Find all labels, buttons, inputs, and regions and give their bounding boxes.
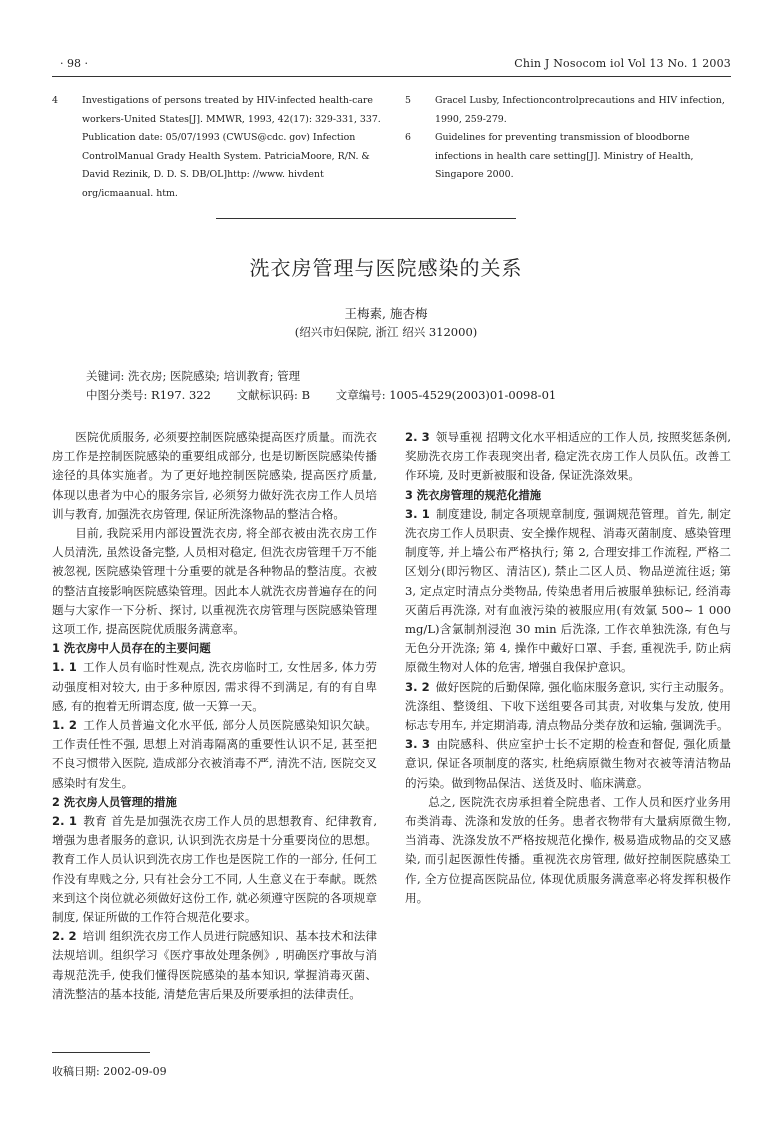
reference-text: Guidelines for preventing transmission of bloodborne infections in health care setting[J]. Ministry of Health, Singapore 2000. bbox=[435, 132, 694, 180]
reference-item bbox=[405, 92, 735, 129]
subsection-number: 3. 1 bbox=[405, 506, 430, 521]
section-heading: 1 洗衣房中人员存在的主要问题 bbox=[52, 642, 211, 656]
section-divider bbox=[216, 218, 516, 219]
references-right bbox=[405, 92, 735, 185]
received-date: 收稿日期: 2002-09-09 bbox=[52, 1065, 167, 1078]
section-heading: 3 洗衣房管理的规范化措施 bbox=[405, 488, 542, 502]
subsection bbox=[405, 428, 731, 486]
article-title: 洗衣房管理与医院感染的关系 bbox=[249, 256, 523, 280]
reference-item bbox=[52, 92, 382, 203]
references-left bbox=[52, 92, 382, 203]
subsection-number: 1. 1 bbox=[52, 660, 77, 675]
reference-item bbox=[405, 129, 735, 185]
subsection-number: 1. 2 bbox=[52, 718, 77, 733]
document-code: 文献标识码: B bbox=[236, 388, 311, 402]
footnote-rule bbox=[52, 1052, 150, 1053]
subsection bbox=[52, 716, 377, 793]
article-authors: 王梅素, 施杏梅 bbox=[344, 306, 428, 321]
subsection-text: 培训 组织洗衣房工作人员进行院感知识、基本技术和法律法规培训。组织学习《医疗事故处理条例》, 明确医疗事故与消毒规范洗手, 使我们懂得医院感染的基本知识, 掌握消毒灭菌、清洗整洁的基本技能, 清楚危害后果及所要承担的法律责任。 bbox=[52, 929, 377, 1001]
classification-line bbox=[86, 387, 578, 403]
subsection-text: 工作人员有临时性观点, 洗衣房临时工, 女性居多, 体力劳动强度相对较大, 由于多种原因, 需求得不到满足, 有的有自卑感, 有的抱着无所谓态度, 做一天算一天。 bbox=[52, 660, 377, 713]
subsection bbox=[52, 927, 377, 1004]
journal-header: Chin J Nosocom iol Vol 13 No. 1 2003 bbox=[514, 57, 731, 70]
subsection-text: 教育 首先是加强洗衣房工作人员的思想教育、纪律教育, 增强为患者服务的意识, 认识到洗衣房是十分重要岗位的思想。教育工作人员认识到洗衣房工作也是医院工作的一部分, 任何工作没有卑贱之分, 只有社会分工不同, 人生意义在于奉献。既然来到这个岗位就必须做好这份工作, 就必须遵守医院的各项规章制度, 保证所做的工作符合规范化要求。 bbox=[52, 814, 377, 925]
keywords: 关键词: 洗衣房; 医院感染; 培训教育; 管理 bbox=[86, 369, 301, 383]
subsection-number: 3. 3 bbox=[405, 737, 430, 752]
paragraph: 目前, 我院采用内部设置洗衣房, 将全部衣被由洗衣房工作人员清洗, 虽然设备完整, 人员相对稳定, 但洗衣房管理千万不能被忽视, 医院感染管理十分重要的就是各种物品的整洁度。衣被的整洁直接影响医院感染管理。因此本人就洗衣房普遍存在的问题与大家作一下分析、探讨, 以重视洗衣房管理与医院感染管理这项工作, 提高医院优质服务满意率。 bbox=[52, 526, 377, 637]
paragraph: 医院优质服务, 必须要控制医院感染提高医疗质量。而洗衣房工作是控制医院感染的重要组成部分, 也是切断医院感染传播途径的具体实施者。为了更好地控制医院感染, 提高医疗质量, 体现以患者为中心的服务宗旨, 必须努力做好洗衣房工作人员培训与教育, 加强洗衣房管理, 保证所洗涤物品的整洁合格。 bbox=[52, 430, 377, 521]
reference-text: Gracel Lusby, Infectioncontrolprecautions and HIV infection, 1990, 259-279. bbox=[435, 95, 725, 125]
subsection bbox=[405, 678, 731, 736]
subsection-number: 2. 2 bbox=[52, 929, 77, 944]
article-affiliation: (绍兴市妇保院, 浙江 绍兴 312000) bbox=[294, 325, 478, 339]
clc-number: 中图分类号: R197. 322 bbox=[86, 388, 211, 402]
page-number: · 98 · bbox=[60, 57, 88, 70]
subsection bbox=[52, 812, 377, 927]
subsection-text: 制度建设, 制定各项规章制度, 强调规范管理。首先, 制定洗衣房工作人员职责、安全操作规程、消毒灭菌制度、感染管理制度等, 并上墙公布严格执行; 第 2, 合理安排工作流程, 严格二区划分(即污物区、清洁区), 禁止二区人员、物品逆流往返; 第 3, 定点定时清点分类物品, 传染患者用后被服单独标记, 经消毒灭菌后再洗涤, 对有血液污染的被服应用(有效氯 500~ 1 000 mg/L)含氯制剂浸泡 30 min 后洗涤, 工作衣单独洗涤, 有色与无色分开洗涤; 第 4, 操作中戴好口罩、手套, 重视洗手, 防止病原微生物对人体的危害, 增强自我保护意识。 bbox=[405, 506, 731, 675]
paragraph: 总之, 医院洗衣房承担着全院患者、工作人员和医疗业务用布类消毒、洗涤和发放的任务。患者衣物带有大量病原微生物, 当消毒、洗涤发放不严格按规范化操作, 极易造成物品的交叉感染, 而引起医源性传播。重视洗衣房管理, 做好控制医院感染工作, 全方位提高医院品位, 体现优质服务满意率必将发挥积极作用。 bbox=[405, 794, 731, 905]
subsection-text: 做好医院的后勤保障, 强化临床服务意识, 实行主动服务。洗涤组、整烫组、下收下送组要各司其责, 对收集与发放, 使用标志专用车, 并定期消毒, 清点物品分类存放和运输, 强调洗手。 bbox=[405, 679, 731, 733]
subsection bbox=[52, 658, 377, 716]
subsection-text: 由院感科、供应室护士长不定期的检查和督促, 强化质量意识, 保证各项制度的落实, 杜绝病原微生物对衣被等清洁物品的污染。做到物品保洁、送货及时、临床满意。 bbox=[405, 737, 731, 790]
subsection bbox=[405, 735, 731, 793]
subsection-number: 2. 3 bbox=[405, 430, 430, 444]
subsection-number: 3. 2 bbox=[405, 679, 430, 694]
reference-number: 6 bbox=[405, 132, 411, 143]
subsection-text: 工作人员普遍文化水平低, 部分人员医院感染知识欠缺。工作责任性不强, 思想上对消毒隔离的重要性认识不足, 甚至把不良习惯带入医院, 造成部分衣被消毒不严, 清洗不洁, 医院交叉感染时有发生。 bbox=[52, 718, 378, 790]
reference-number: 4 bbox=[52, 95, 58, 106]
reference-text: Investigations of persons treated by HIV-infected health-care workers-United States[J]. MMWR, 1993, 42(17): 329-331, 337. Publication date: 05/07/1993 (CWUS@cdc. gov) Infection ControlManual Grady Health System. PatriciaMoore, R/N. & David Rezinik, D. D. S. DB/OL]http: //www. hivdent org/icmaanual. htm. bbox=[82, 95, 381, 199]
subsection bbox=[405, 505, 731, 678]
body-column-right bbox=[405, 428, 731, 908]
subsection-number: 2. 1 bbox=[52, 814, 77, 829]
section-heading: 2 洗衣房人员管理的措施 bbox=[52, 795, 177, 809]
reference-number: 5 bbox=[405, 95, 411, 106]
body-column-left bbox=[52, 428, 377, 1004]
article-number: 文章编号: 1005-4529(2003)01-0098-01 bbox=[335, 388, 557, 402]
header-rule bbox=[52, 76, 731, 77]
subsection-text: 领导重视 招聘文化水平相适应的工作人员, 按照奖惩条例, 奖励洗衣房工作表现突出者, 稳定洗衣房工作人员队伍。改善工作环境, 及时更新被服和设备, 保证洗涤效果。 bbox=[405, 430, 732, 483]
